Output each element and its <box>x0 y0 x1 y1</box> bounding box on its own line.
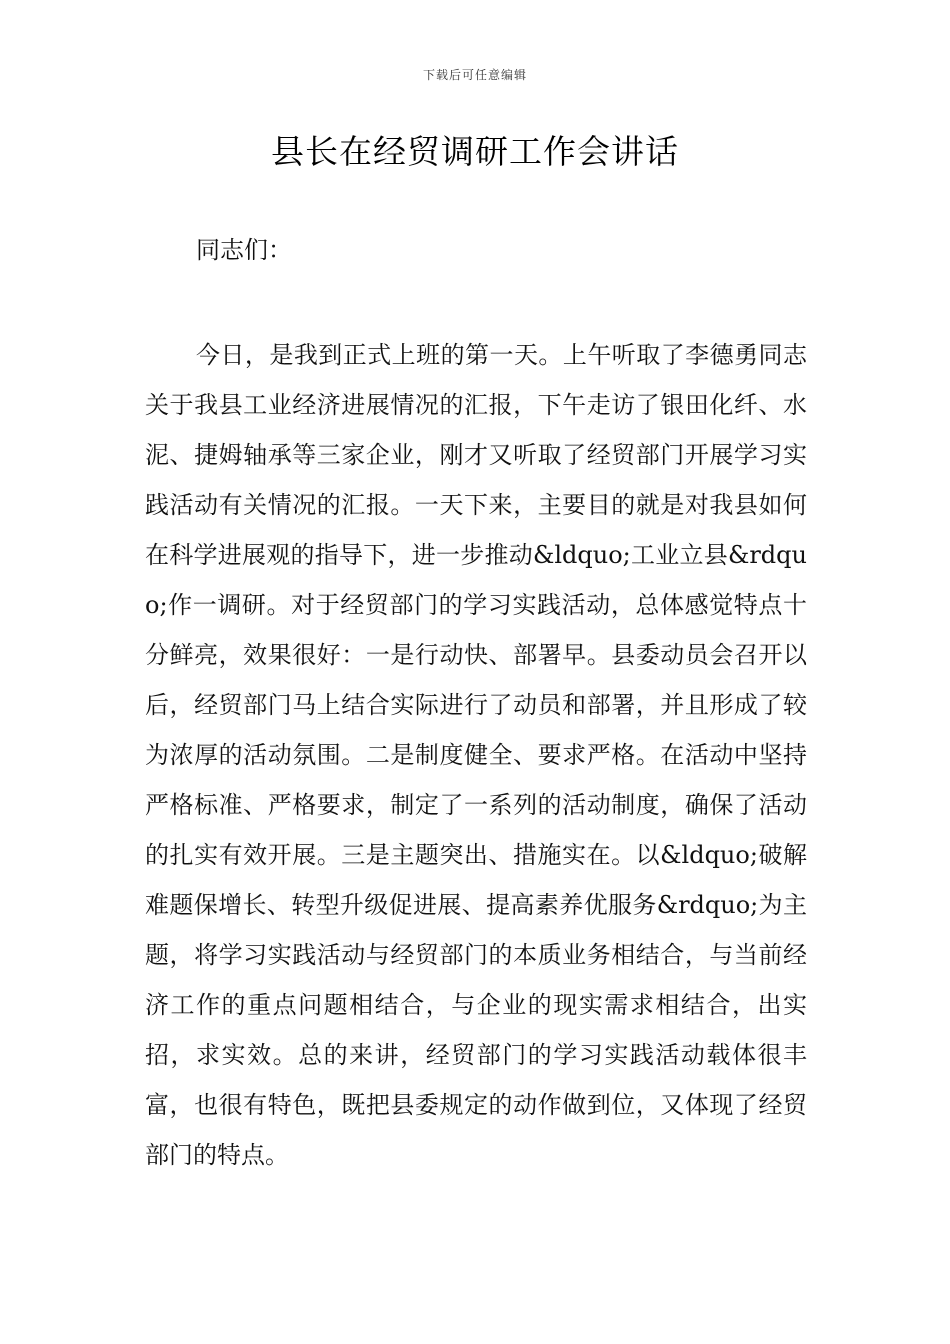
document-title: 县长在经贸调研工作会讲话 <box>271 132 679 171</box>
header-note: 下载后可任意编辑 <box>422 68 527 82</box>
body-paragraph: 今日，是我到正式上班的第一天。上午听取了李德勇同志关于我县工业经济进展情况的汇报，下午走访了银田化纤、水泥、捷姆轴承等三家企业，刚才又听取了经贸部门开展学习实践活动有关情况的汇报。一天下来，主要目的就是对我县如何在科学进展观的指导下，进一步推动&ldquo;工业立县&rdquo;作一调研。对于经贸部门的学习实践活动，总体感觉特点十分鲜亮，效果很好：一是行动快、部署早。县委动员会召开以后，经贸部门马上结合实际进行了动员和部署，并且形成了较为浓厚的活动氛围。二是制度健全、要求严格。在活动中坚持严格标准、严格要求，制定了一系列的活动制度，确保了活动的扎实有效开展。三是主题突出、措施实在。以&ldquo;破解难题保增长、转型升级促进展、提高素养优服务&rdquo;为主题，将学习实践活动与经贸部门的本质业务相结合，与当前经济工作的重点问题相结合，与企业的现实需求相结合，出实招，求实效。总的来讲，经贸部门的学习实践活动载体很丰富，也很有特色，既把县委规定的动作做到位，又体现了经贸部门的特点。 <box>145 341 807 1169</box>
greeting: 同志们： <box>196 236 292 264</box>
